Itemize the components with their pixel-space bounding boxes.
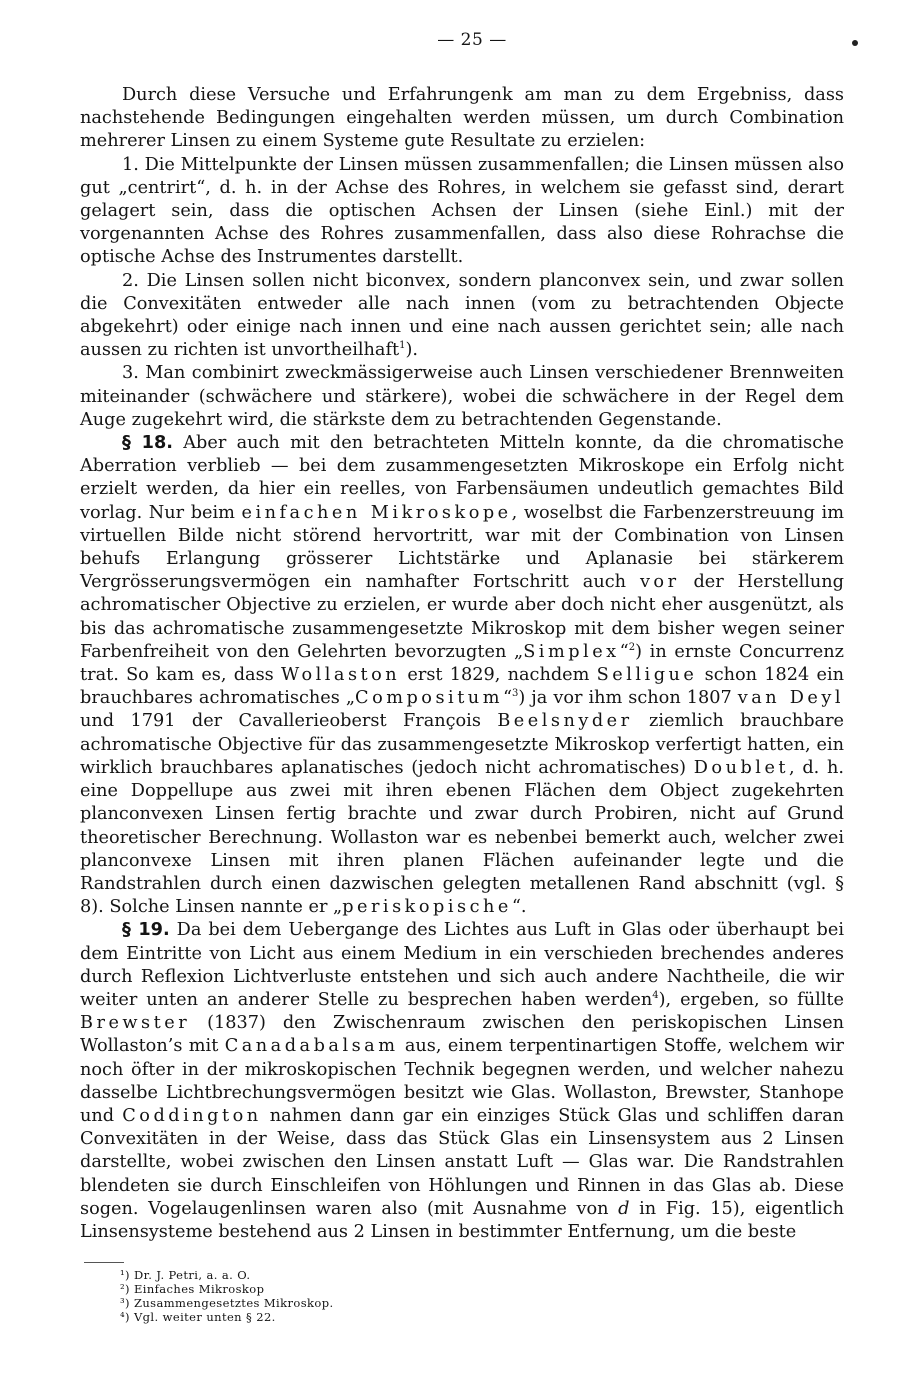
text-run: ), ergeben, so füllte (658, 989, 844, 1010)
footnote-ref: 2 (628, 641, 636, 653)
italic-text: d (618, 1198, 630, 1219)
paragraph (80, 919, 844, 1244)
spaced-emphasis: Coddington (122, 1105, 262, 1126)
footnote (120, 1311, 844, 1325)
text-run: Durch diese Versuche und Erfahrungenk am man zu dem Ergebniss, dass nachstehende Bedingungen eingehalten werden müssen, um durch Combination mehrerer Linsen zu einem Systeme gute Resultate zu erzielen: (80, 85, 844, 152)
body-text (80, 84, 844, 1244)
spaced-emphasis: vor (639, 572, 680, 593)
spaced-emphasis: Simplex (523, 641, 620, 662)
footnote-mark: ⁴) (120, 1309, 130, 1324)
paragraph (80, 432, 844, 919)
text-run: , woselbst die Farbenzerstreuung im virtuellen Bilde nicht störend hervortritt, war mit der Combination von Linsen behufs Erlangung grösserer Lichtstärke und Aplanasie bei stärkerem Vergrösserungsvermögen ein namhafter Fortschritt auch (80, 502, 844, 593)
footnote (120, 1283, 844, 1297)
footnote-rule (84, 1262, 124, 1263)
text-run: erst 1829, nachdem (400, 665, 597, 686)
section-number: § 18. (122, 433, 173, 454)
page-number: — 25 — (437, 30, 507, 50)
paragraph (80, 84, 844, 154)
paragraph (80, 270, 844, 363)
spaced-emphasis: periskopische (342, 897, 512, 918)
footnote (120, 1269, 844, 1283)
spaced-emphasis: Wollaston (280, 665, 401, 686)
ink-dot (852, 40, 858, 46)
spaced-emphasis: van Deyl (737, 688, 845, 709)
footnote-mark: ³) (120, 1295, 130, 1310)
footnote-text: Einfaches Mikroskop (133, 1281, 265, 1296)
text-run: “ (502, 688, 513, 709)
paragraph (80, 154, 844, 270)
section-number: § 19. (122, 920, 170, 941)
spaced-emphasis: Selligue (596, 665, 698, 686)
page (80, 30, 844, 1324)
text-run: der Herstellung achromatischer Objective zu erzielen, er wurde aber doch nicht eher ausgenützt, als bis das achromatische zusammengesetzte Mikroskop mit dem bisher wegen seiner Farbenfreiheit von den Gelehrten bevorzugten „ (80, 572, 844, 662)
text-run: und 1791 der Cavallerieoberst François (80, 711, 498, 732)
footnotes (80, 1269, 844, 1324)
text-run: Aber auch mit den betrachteten Mitteln konnte, da die chromatische Aberration verblieb — bei dem zusammengesetzten Mikroskope ein Erfolg nicht erzielt werden, da hier ein reelles, von Farbensäumen undeutlich gemachtes Bild vorlag. Nur beim (80, 433, 844, 523)
footnote-text: Dr. J. Petri, a. a. O. (133, 1268, 251, 1283)
footnote-ref: 4 (652, 990, 659, 1002)
footnote-mark: ²) (120, 1281, 130, 1296)
text-run: nahmen dann gar ein einziges Stück Glas und schliffen daran Convexitäten in der Weise, dass das Stück Glas ein Linsensystem aus 2 Linsen darstellte, wobei zwischen den Linsen anstatt Luft — Glas war. Die Randstrahlen blendeten sie durch Einschleifen von Höhlungen und Rinnen in das Glas ab. Diese sogen. Vogelaugenlinsen waren also (mit Ausnahme von (80, 1105, 845, 1219)
text-run: ). (405, 340, 419, 361)
spaced-emphasis: Doublet (693, 757, 790, 778)
text-run: aus, einem terpentinartigen Stoffe, welchem wir noch öfter in der mikroskopischen Technik begegnen werden, und welcher nahezu dasselbe Lichtbrechungsvermögen besitzt wie Glas. Wollaston, Brewster, Stanhope und (80, 1036, 844, 1126)
footnote-mark: ¹) (120, 1268, 130, 1283)
text-run: ) in ernste Concurrenz trat. So kam es, dass (80, 641, 844, 686)
text-run: in Fig. 15), eigentlich Linsensysteme bestehend aus 2 Linsen in bestimmter Entfernung, um die beste (80, 1198, 844, 1242)
paragraph (80, 362, 844, 432)
text-run: 2. Die Linsen sollen nicht biconvex, sondern planconvex sein, und zwar sollen die Convexitäten entweder alle nach innen (vom zu betrachtenden Objecte abgekehrt) oder einige nach innen und eine nach aussen gerichtet sein; alle nach aussen zu richten ist unvortheilhaft (80, 270, 844, 361)
spaced-emphasis: Canadabalsam (224, 1036, 399, 1057)
footnote-text: Vgl. weiter unten § 22. (133, 1309, 276, 1324)
spaced-emphasis: Compositum (355, 688, 503, 709)
page-header (80, 30, 844, 56)
text-run: schon 1824 ein brauchbares achromatisches „ (80, 665, 845, 709)
footnote (120, 1297, 844, 1311)
text-run: ziemlich brauchbare achromatische Objective für das zusammengesetzte Mikroskop verfertigt hatten, ein wirklich brauchbares aplanatisches (jedoch nicht achromatisches) (80, 711, 845, 778)
spaced-emphasis: Beelsnyder (497, 711, 633, 732)
text-run: 1. Die Mittelpunkte der Linsen müssen zusammenfallen; die Linsen müssen also gut „centrirt“, d. h. in der Achse des Rohres, in welchem sie gefasst sind, derart gelagert sein, dass die optischen Achsen der Linsen (siehe Einl.) mit der vorgenannten Achse des Rohres zusammenfallen, dass also diese Rohrachse die optische Achse des Instrumentes darstellt. (80, 154, 844, 268)
spaced-emphasis: Brewster (80, 1013, 191, 1034)
text-run: (1837) den Zwischenraum zwischen den periskopischen Linsen Wollaston’s mit (80, 1013, 844, 1057)
footnote-ref: 1 (399, 340, 406, 352)
text-run: , d. h. eine Doppellupe aus zwei mit ihren ebenen Flächen dem Object zugekehrten planconvexen Linsen fertig brachte und zwar durch Probiren, nicht auf Grund theoretischer Berechnung. Wollaston war es nebenbei bemerkt auch, welcher zwei planconvexe Linsen mit ihren planen Flächen aufeinander legte und die Randstrahlen durch einen dazwischen gelegten metallenen Rand abschnitt (vgl. § 8). Solche Linsen nannte er „ (80, 757, 845, 918)
text-run: “ (619, 641, 629, 662)
text-run: ) ja vor ihm schon 1807 (518, 688, 738, 709)
text-run: “. (511, 897, 527, 918)
text-run: Da bei dem Uebergange des Lichtes aus Luft in Glas oder überhaupt bei dem Eintritte von Licht aus einem Medium in ein verschieden brechendes anderes durch Reflexion Lichtverluste entstehen und sich auch andere Nachtheile, die wir weiter unten an anderer Stelle zu besprechen haben werden (80, 920, 844, 1010)
text-run: 3. Man combinirt zweckmässigerweise auch Linsen verschiedener Brennweiten miteinander (schwächere und stärkere), wobei die schwächere in der Regel dem Auge zugekehrt wird, die stärkste dem zu betrachtenden Gegenstande. (80, 363, 844, 430)
footnote-ref: 3 (512, 688, 519, 700)
footnote-text: Zusammengesetztes Mikroskop. (133, 1295, 334, 1310)
spaced-emphasis: einfachen Mikroskope (241, 502, 512, 523)
